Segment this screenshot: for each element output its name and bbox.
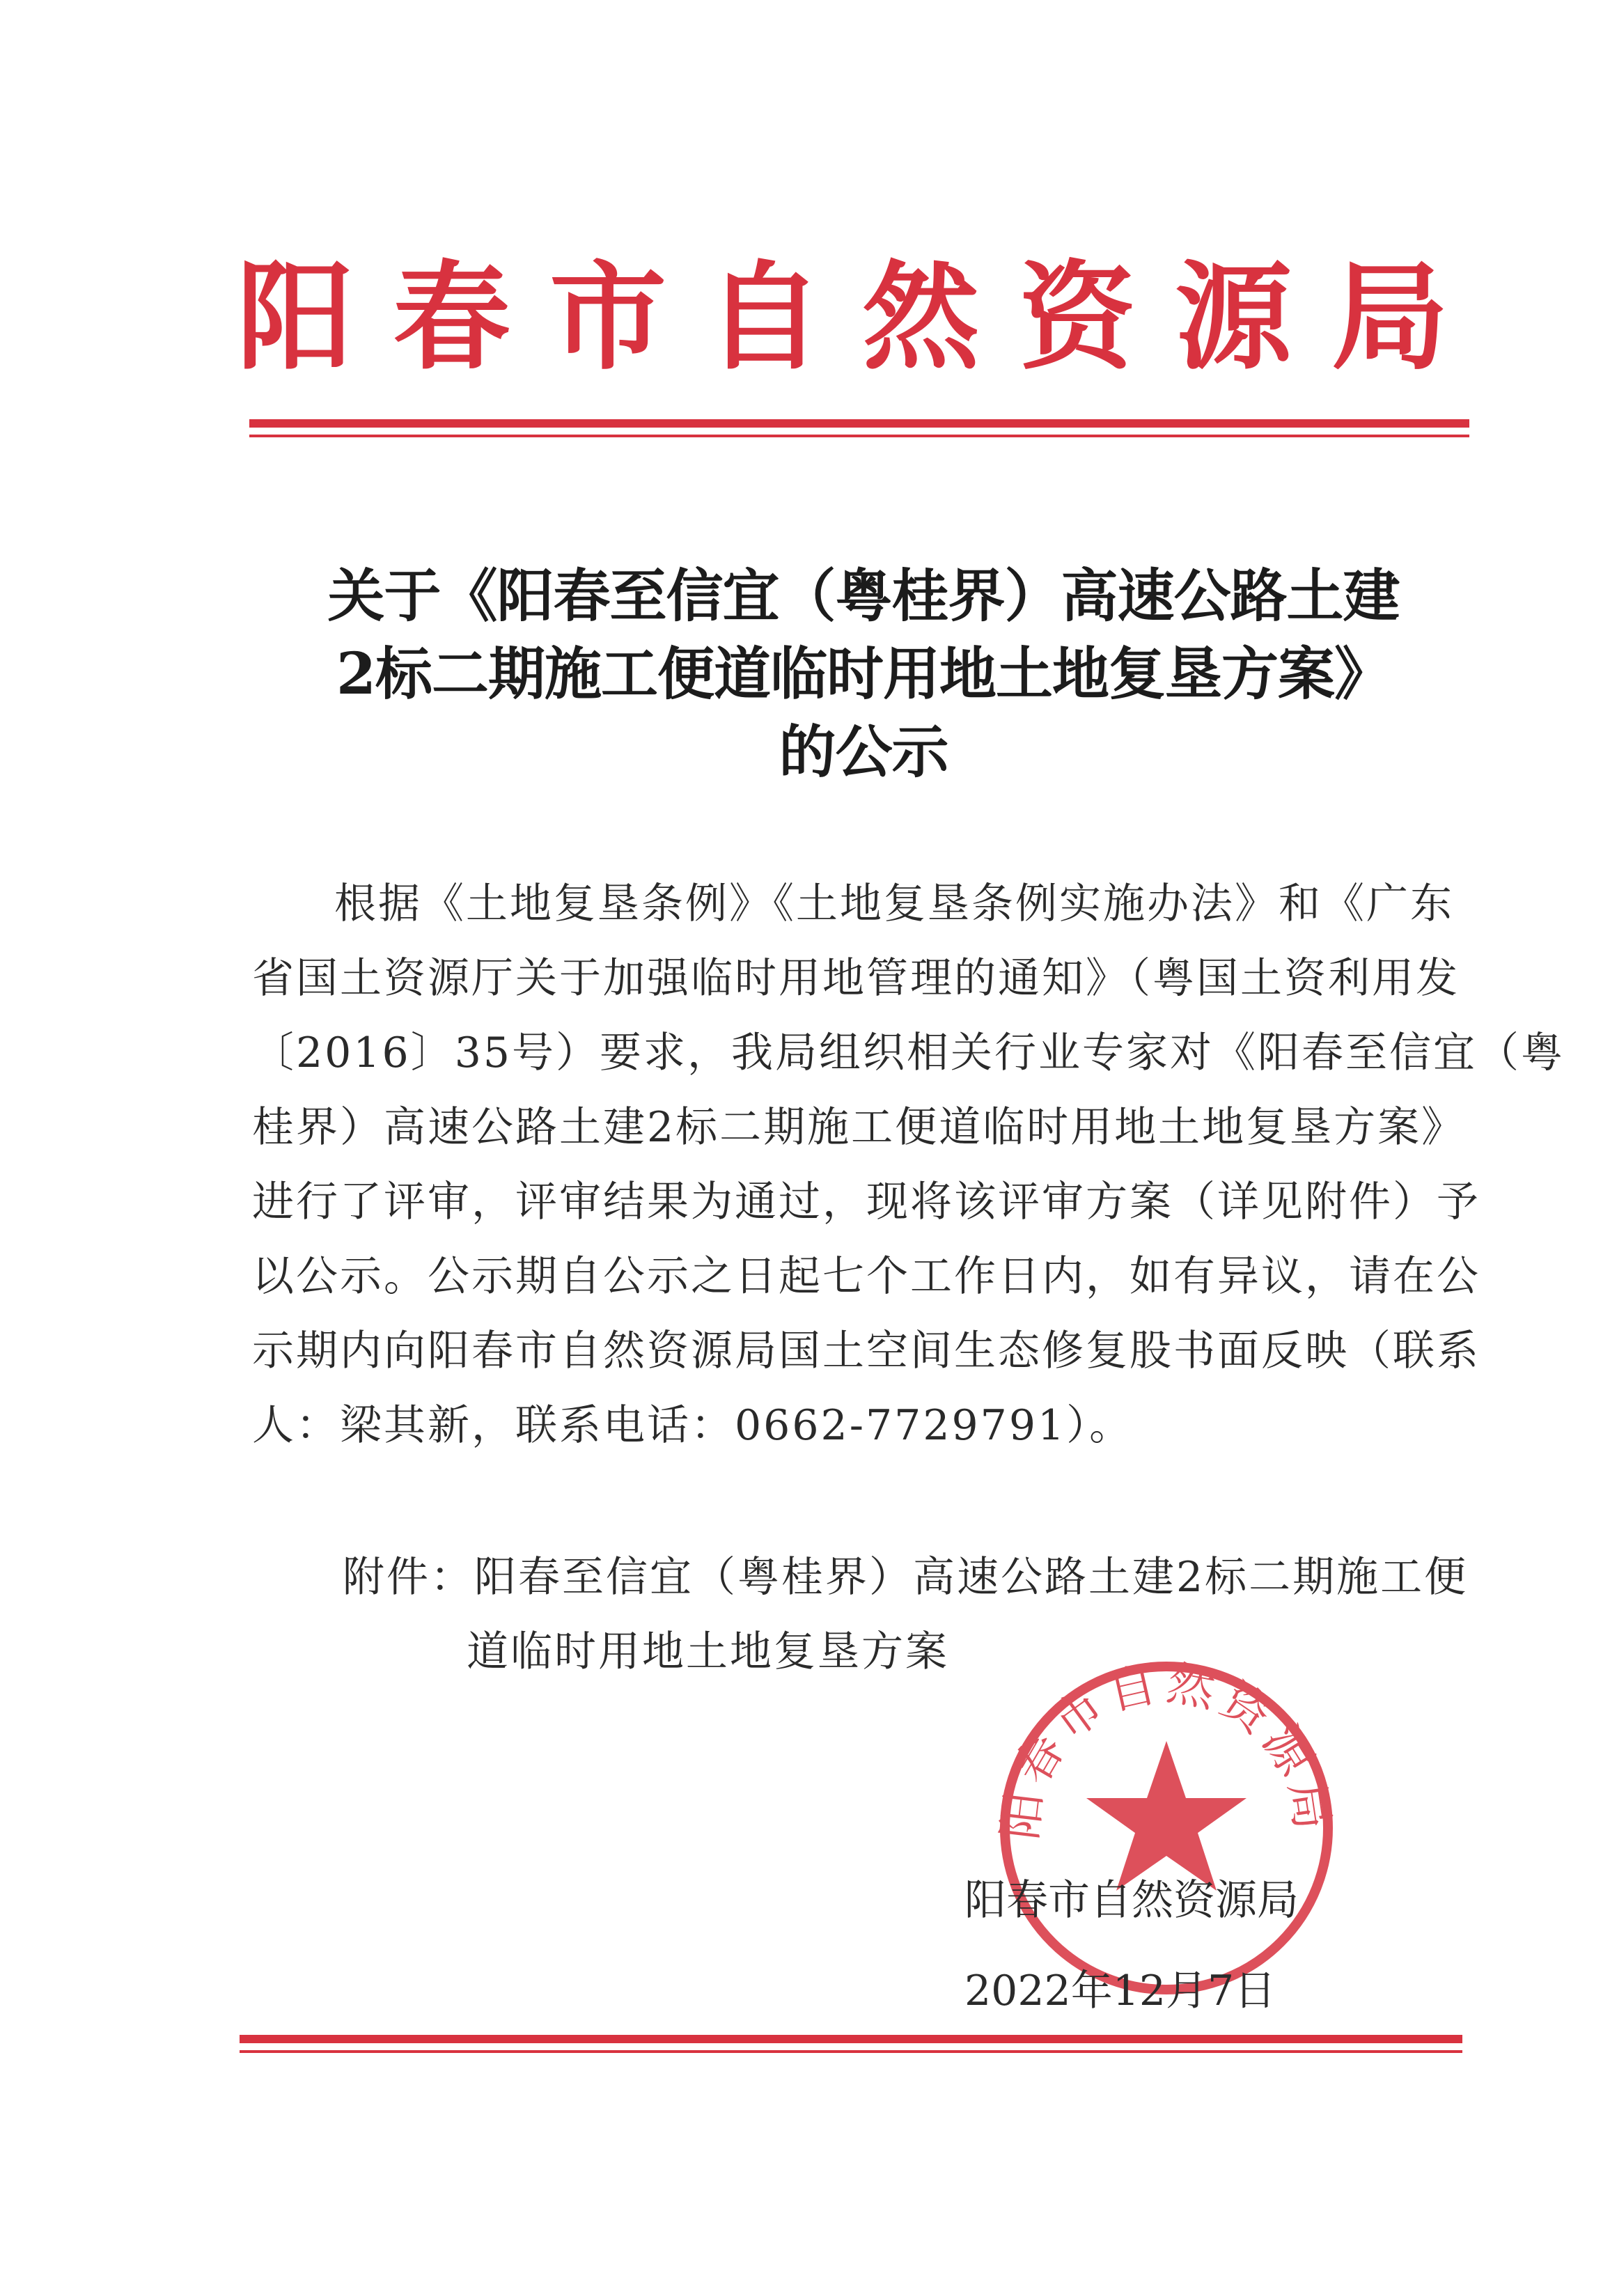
masthead-char: 资 xyxy=(1018,248,1136,386)
footer-rule-thin xyxy=(240,2050,1462,2053)
body-line: 省国土资源厅关于加强临时用地管理的通知》（粤国土资利用发 xyxy=(252,954,1460,1003)
notice-title xyxy=(237,557,1490,791)
body-line: 以公示。公示期自公示之日起七个工作日内，如有异议，请在公 xyxy=(252,1252,1480,1301)
body-line: 进行了评审，评审结果为通过，现将该评审方案（详见附件）予 xyxy=(252,1178,1480,1226)
seal-text: 阳春市自然资源局 xyxy=(992,1655,1341,1843)
masthead-char: 然 xyxy=(862,248,980,386)
title-line: 的公示 xyxy=(779,719,948,786)
attachment-line: 道临时用地土地复垦方案 xyxy=(467,1627,949,1676)
header-rule-thin xyxy=(249,435,1469,437)
masthead-char: 局 xyxy=(1331,248,1448,386)
masthead-char: 市 xyxy=(549,248,667,386)
masthead-char: 春 xyxy=(393,248,510,386)
title-line: 关于《阳春至信宜（粤桂界）高速公路土建 xyxy=(327,563,1400,630)
body-line: 根据《土地复垦条例》《土地复垦条例实施办法》和《广东 xyxy=(334,880,1454,928)
title-line: 2标二期施工便道临时用地土地复垦方案》 xyxy=(336,641,1391,708)
attachment-line: 附件：阳春至信宜（粤桂界）高速公路土建2标二期施工便 xyxy=(343,1553,1469,1602)
footer-rule-thick xyxy=(240,2035,1462,2043)
body-line: 〔2016〕35号）要求，我局组织相关行业专家对《阳春至信宜（粤 xyxy=(252,1029,1565,1077)
masthead xyxy=(237,248,1448,386)
signature-org: 阳春市自然资源局 xyxy=(964,1876,1299,1925)
body-line: 示期内向阳春市自然资源局国土空间生态修复股书面反映（联系 xyxy=(252,1327,1480,1375)
masthead-char: 自 xyxy=(705,248,823,386)
body-line: 人：梁其新，联系电话：0662-7729791）。 xyxy=(252,1401,1134,1450)
notice-body xyxy=(252,867,1565,1463)
masthead-char: 阳 xyxy=(237,248,354,386)
signature-block xyxy=(964,1855,1327,2036)
masthead-char: 源 xyxy=(1175,248,1292,386)
header-rule-thick xyxy=(249,419,1469,428)
body-line: 桂界）高速公路土建2标二期施工便道临时用地土地复垦方案》 xyxy=(252,1103,1466,1152)
signature-date: 2022年12月7日 xyxy=(964,1967,1276,2015)
